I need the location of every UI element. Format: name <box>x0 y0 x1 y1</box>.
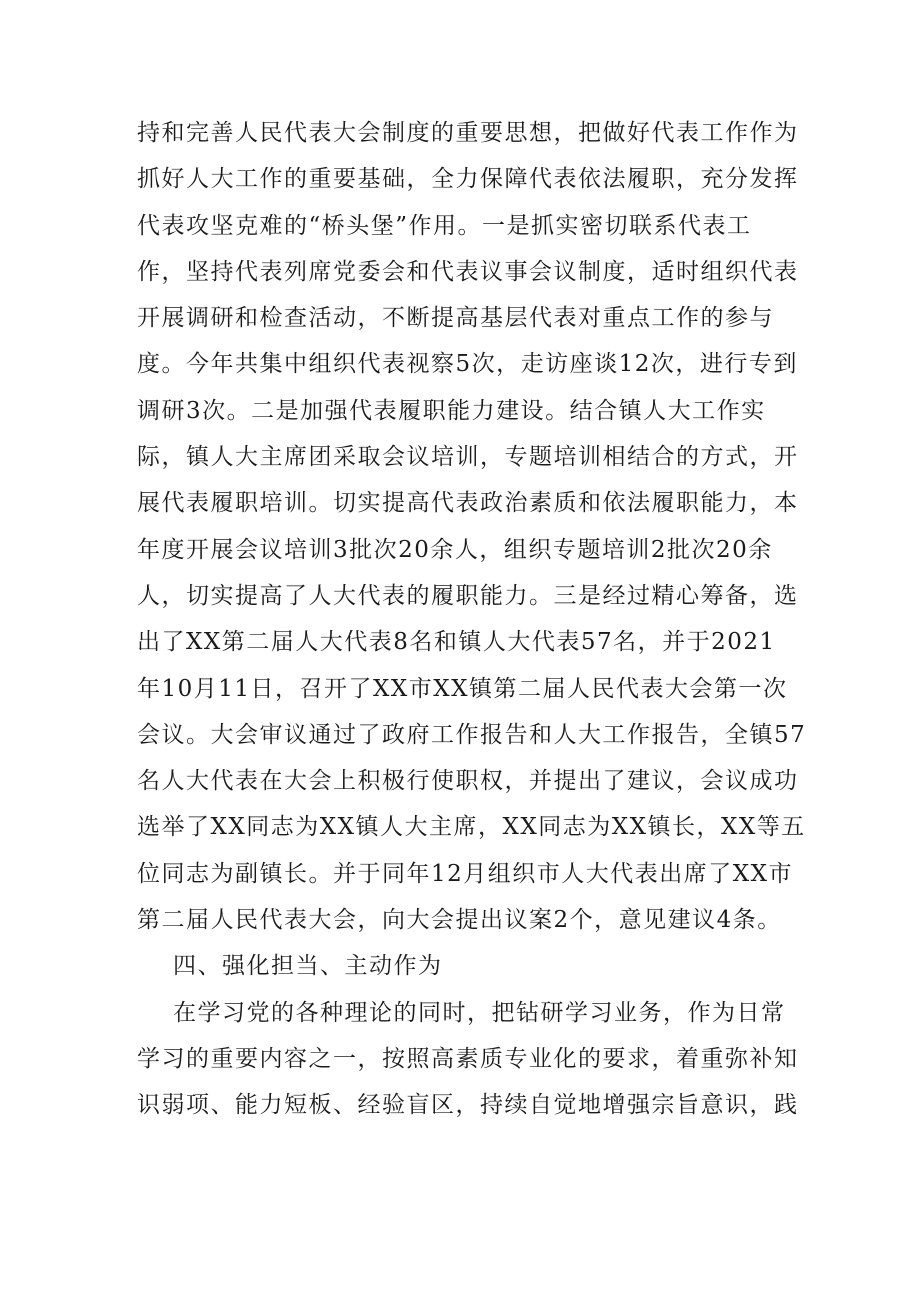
paragraph-line: 抓好人大工作的重要基础，全力保障代表依法履职，充分发挥 <box>137 166 799 193</box>
paragraph-line: 作，坚持代表列席党委会和代表议事会议制度，适时组织代表 <box>137 258 799 285</box>
paragraph-line: 开展调研和检查活动，不断提高基层代表对重点工作的参与 <box>137 305 774 332</box>
paragraph-line: 度。今年共集中组织代表视察5次，走访座谈12次，进行专到 <box>137 351 798 378</box>
paragraph-line: 识弱项、能力短板、经验盲区，持续自觉地增强宗旨意识，践 <box>137 1092 799 1119</box>
paragraph-line: 调研3次。二是加强代表履职能力建设。结合镇人大工作实 <box>137 397 766 424</box>
paragraph-line: 人，切实提高了人大代表的履职能力。三是经过精心筹备，选 <box>137 582 799 609</box>
paragraph-line: 学习的重要内容之一，按照高素质专业化的要求，着重弥补知 <box>137 1045 799 1072</box>
paragraph-line: 位同志为副镇长。并于同年12月组织市人大代表出席了XX市 <box>137 860 794 887</box>
paragraph-line: 出了XX第二届人大代表8名和镇人大代表57名，并于2021 <box>137 629 776 656</box>
paragraph-line: 会议。大会审议通过了政府工作报告和人大工作报告，全镇57 <box>137 721 807 748</box>
paragraph-line: 年度开展会议培训3批次20余人，组织专题培训2批次20余 <box>137 536 773 563</box>
paragraph-line: 选举了XX同志为XX镇人大主席，XX同志为XX镇长，XX等五 <box>137 814 806 841</box>
paragraph-line: 在学习党的各种理论的同时，把钻研学习业务，作为日常 <box>173 999 786 1026</box>
paragraph-line: 代表攻坚克难的“桥头堡”作用。一是抓实密切联系代表工 <box>137 212 752 239</box>
paragraph-line: 第二届人民代表大会，向大会提出议案2个，意见建议4条。 <box>137 907 782 934</box>
section-heading: 四、强化担当、主动作为 <box>173 953 443 980</box>
paragraph-line: 展代表履职培训。切实提高代表政治素质和依法履职能力，本 <box>137 490 799 517</box>
paragraph-line: 年10月11日，召开了XX市XX镇第二届人民代表大会第一次 <box>137 675 788 702</box>
document-body <box>137 110 807 1129</box>
paragraph-line: 持和完善人民代表大会制度的重要思想，把做好代表工作作为 <box>137 120 799 146</box>
paragraph-line: 名人大代表在大会上积极行使职权，并提出了建议，会议成功 <box>137 768 799 795</box>
paragraph-line: 际，镇人大主席团采取会议培训，专题培训相结合的方式，开 <box>137 444 799 471</box>
